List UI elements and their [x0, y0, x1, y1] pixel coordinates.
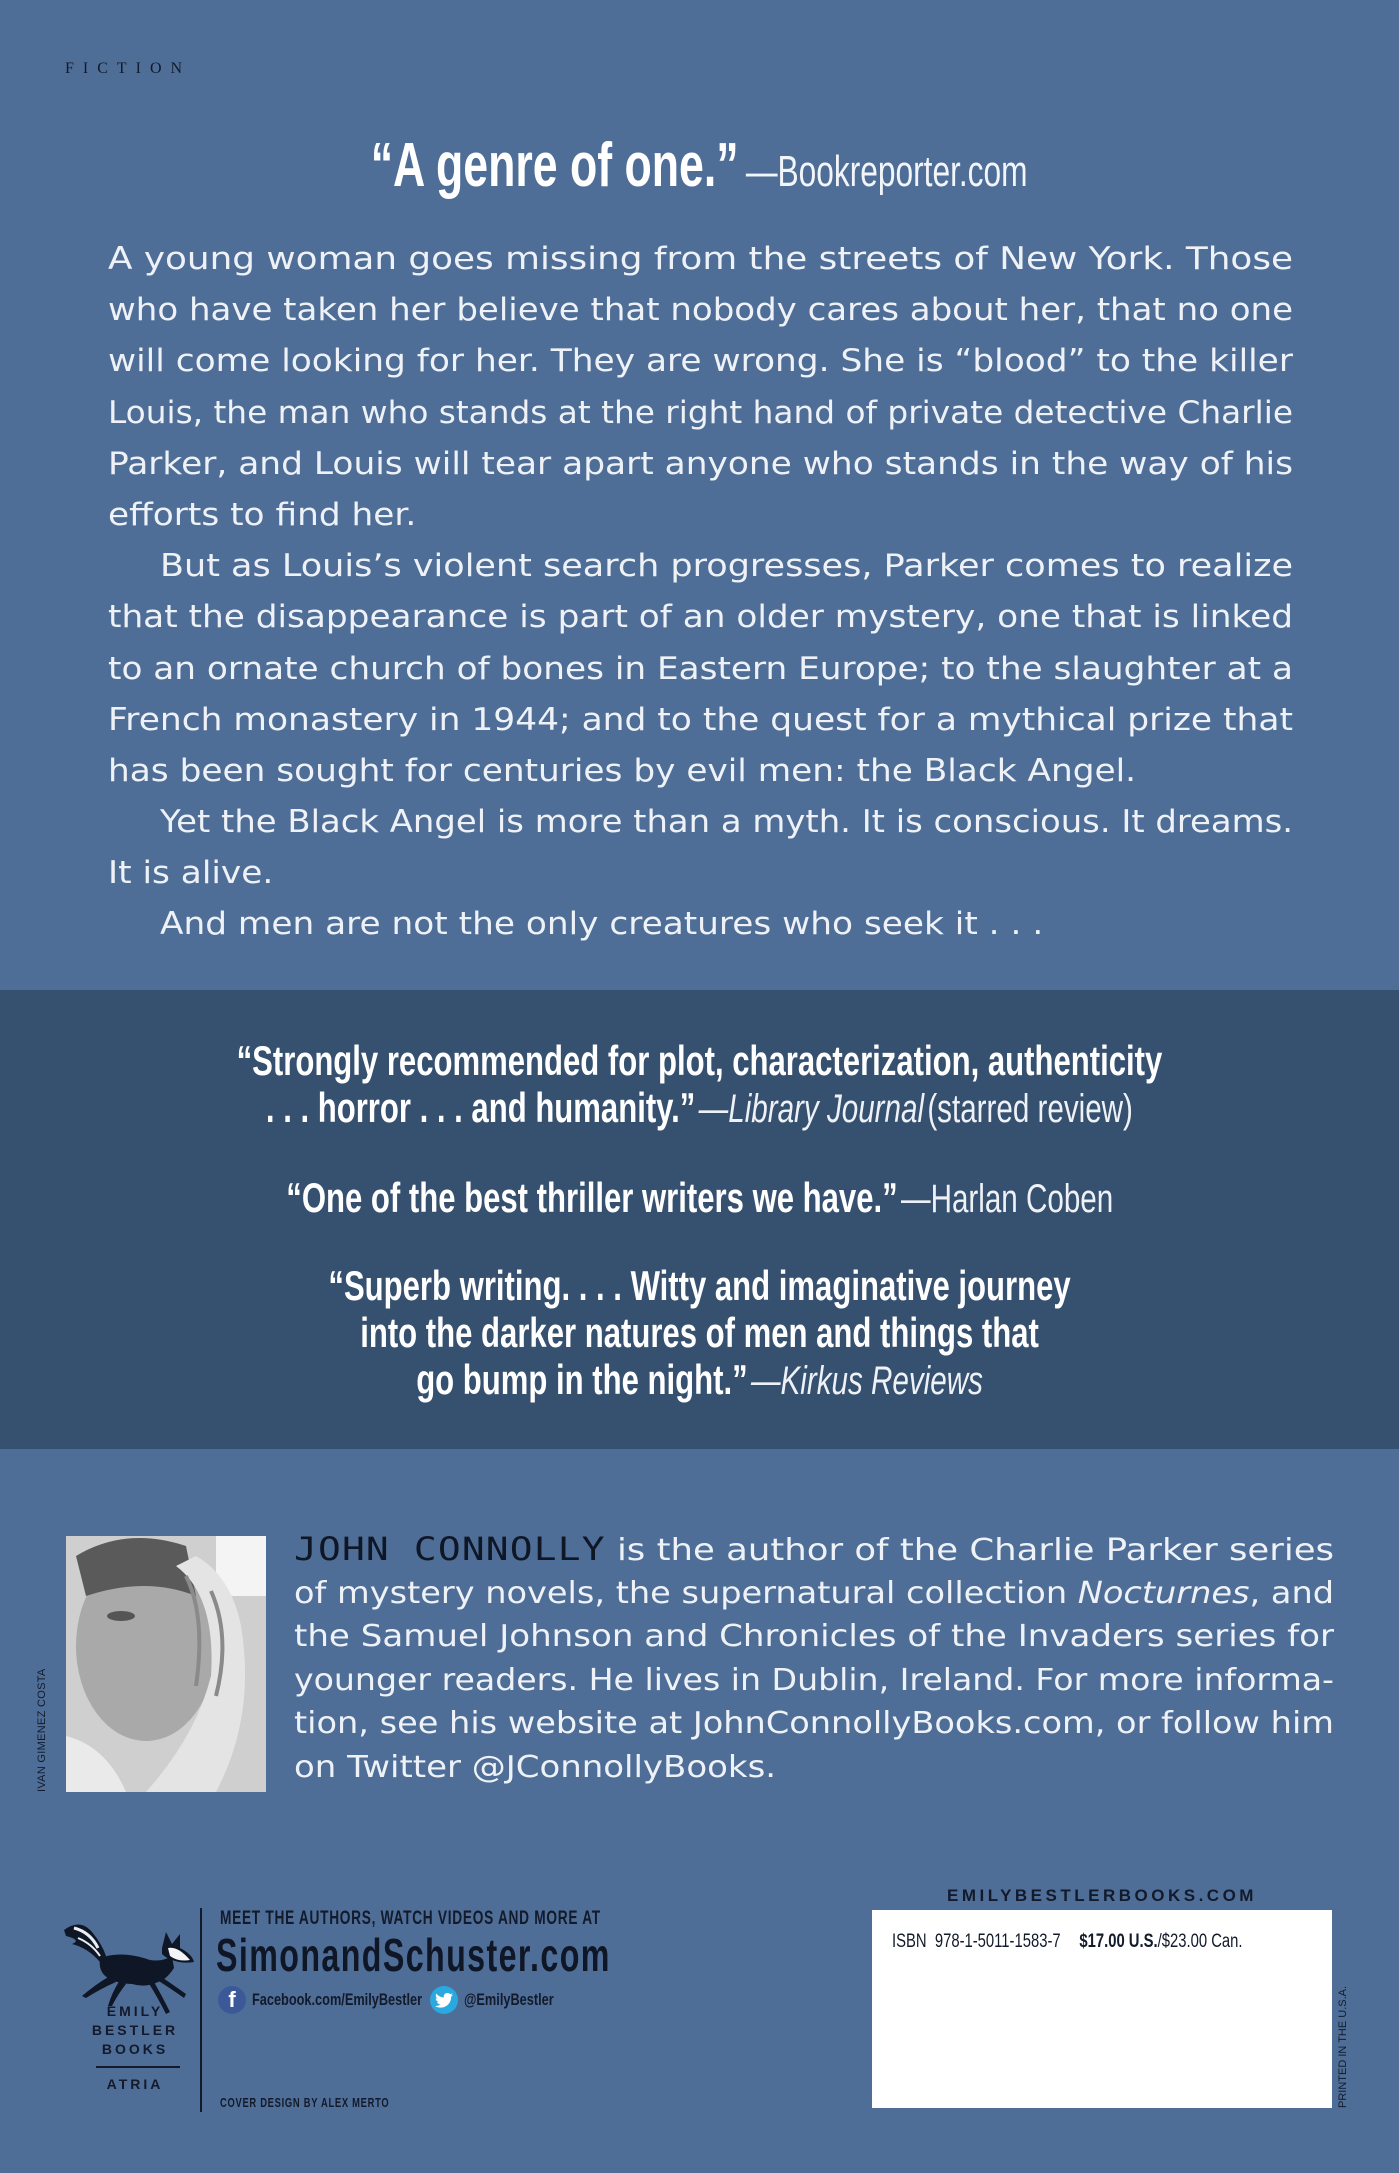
description-line: that the disappearance is part of an older mystery, one that is linked [108, 599, 1293, 636]
description-line: to an ornate church of bones in Eastern Europe; to the slaughter at a [108, 650, 1293, 687]
description-line: will come looking for her. They are wrong. She is “blood” to the killer [108, 343, 1293, 380]
parent-imprint: ATRIA [106, 2076, 164, 2092]
price-us: $17.00 U.S. [1079, 1931, 1158, 1952]
description-line: Parker, and Louis will tear apart anyone who stands in the way of his [108, 445, 1294, 482]
review-source: —Harlan Coben [900, 1177, 1113, 1221]
author-portrait-icon [66, 1536, 266, 1792]
headline-quote [0, 130, 1399, 201]
genre-label: FICTION [65, 60, 192, 77]
twitter-icon[interactable] [430, 1986, 458, 2014]
isbn-price-line [892, 1931, 1243, 1953]
twitter-bird-icon [435, 1993, 453, 2008]
price-can: /$23.00 Can. [1157, 1931, 1243, 1952]
meet-authors-text: MEET THE AUTHORS, WATCH VIDEOS AND MORE AT [220, 1908, 601, 1929]
headline-quote-text: “A genre of one.” [371, 131, 739, 200]
description-line: who have taken her believe that nobody cares about her, that no one [108, 292, 1294, 329]
review-source: —Library Journal [698, 1087, 925, 1131]
cover-design-credit: COVER DESIGN BY ALEX MERTO [220, 2095, 390, 2110]
book-title-nocturnes: Nocturnes [1077, 1575, 1250, 1611]
headline-quote-source: —Bookreporter.com [746, 147, 1028, 196]
logo-divider [96, 2066, 180, 2068]
reviews-band [0, 990, 1399, 1449]
isbn-label: ISBN [892, 1931, 927, 1952]
description-line: efforts to find her. [108, 496, 417, 533]
facebook-icon[interactable]: f [218, 1986, 246, 2014]
imprint-website-link[interactable]: EMILYBESTLERBOOKS.COM [947, 1886, 1257, 1905]
review-harlan-coben: “One of the best thriller writers we have.” —Harlan Coben [286, 1174, 1113, 1221]
social-links [218, 1985, 584, 2015]
description-line: And men are not the only creatures who seek it . . . [160, 906, 1044, 943]
facebook-link[interactable]: Facebook.com/EmilyBestler [252, 1990, 423, 2009]
description-line: It is alive. [108, 855, 274, 892]
description-line: has been sought for centuries by evil men: the Black Angel. [108, 752, 1137, 789]
publisher-divider [200, 1908, 202, 2112]
isbn-number: 978-1-5011-1583-7 [934, 1931, 1061, 1952]
description-line: Louis, the man who stands at the right hand of private detective Charlie [108, 394, 1294, 431]
imprint-name-line1: EMILY [106, 2003, 164, 2019]
imprint-name-line3: BOOKS [101, 2041, 169, 2057]
author-bio: JOHN CONNOLLY is the author of the Charlie Parker series of mystery novels, the supernatural collection Nocturnes, and the Samuel Johnson and Chronicles of the Invaders series for younger readers. He lives in Dublin, Ireland. For more informa- tion, see his website at JohnConnollyBooks.com, or follow him on Twitter @JConnollyBooks. [294, 1530, 1335, 1785]
printed-in-usa: PRINTED IN THE U.S.A. [1337, 1985, 1349, 2108]
description-line: Yet the Black Angel is more than a myth. It is conscious. It dreams. [160, 804, 1294, 841]
description-line: But as Louis’s violent search progresses, Parker comes to realize [160, 548, 1293, 585]
review-kirkus: “Superb writing. . . . Witty and imaginative journey into the darker natures of men and things that go bump in the night.” —Kirkus Reviews [328, 1262, 1071, 1403]
imprint-name-line2: BESTLER [91, 2022, 179, 2038]
review-library-journal: “Strongly recommended for plot, characterization, authenticity . . . horror . . . and humanity.” —Library Journal (starred review) [236, 1037, 1163, 1131]
photo-credit: IVAN GIMENEZ COSTA [36, 1668, 48, 1792]
publisher-website-link[interactable]: SimonandSchuster.com [216, 1929, 611, 1981]
author-name: JOHN CONNOLLY [294, 1530, 606, 1568]
book-description [108, 234, 1293, 951]
description-line: A young woman goes missing from the streets of New York. Those [108, 241, 1293, 277]
twitter-link[interactable]: @EmilyBestler [464, 1990, 554, 2009]
author-photo [66, 1536, 266, 1792]
review-source: —Kirkus Reviews [750, 1359, 983, 1403]
description-line: French monastery in 1944; and to the quest for a mythical prize that [108, 701, 1293, 738]
